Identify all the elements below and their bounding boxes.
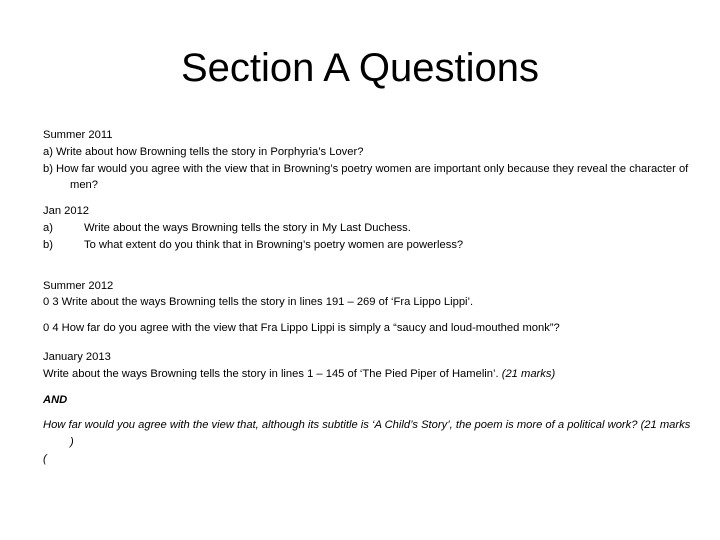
slide-body xyxy=(43,127,693,468)
list-marker: a) xyxy=(43,221,53,234)
trailing-parenthesis: ( xyxy=(43,452,47,465)
list-text: Write about the ways Browning tells the story in My Last Duchess. xyxy=(84,221,411,234)
summer-2011-question-b: b) How far would you agree with the view that in Browning’s poetry women are important only because they reveal the character of men? xyxy=(43,162,689,192)
slide-title: Section A Questions xyxy=(180,46,539,90)
question-text: Write about the ways Browning tells the story in lines 1 – 145 of ‘The Pied Piper of Hamelin’. xyxy=(43,367,499,380)
jan-2012-question-a xyxy=(43,220,693,237)
jan-2012-question-b xyxy=(43,237,693,254)
summer-2012-question-03: 0 3 Write about the ways Browning tells the story in lines 191 – 269 of ‘Fra Lippo Lippi’. xyxy=(43,296,474,309)
january-2013-question-1 xyxy=(43,366,693,383)
and-connector: AND xyxy=(43,393,68,406)
january-2013-heading: January 2013 xyxy=(43,350,111,363)
question-marks: (21 marks) xyxy=(501,367,556,380)
summer-2011-question-a: a) Write about how Browning tells the story in Porphyria’s Lover? xyxy=(43,145,364,158)
summer-2012-question-04: 0 4 How far do you agree with the view that Fra Lippo Lippi is simply a “saucy and loud-mouthed monk”? xyxy=(43,322,560,335)
summer-2012-heading: Summer 2012 xyxy=(43,279,114,292)
list-text: To what extent do you think that in Browning’s poetry women are powerless? xyxy=(84,238,464,251)
jan-2012-heading: Jan 2012 xyxy=(43,205,90,218)
list-marker: b) xyxy=(43,238,53,251)
january-2013-question-2: How far would you agree with the view that, although its subtitle is ‘A Child’s Story’, the poem is more of a political work? (21 marks ) xyxy=(43,419,691,449)
summer-2011-heading: Summer 2011 xyxy=(43,129,113,141)
